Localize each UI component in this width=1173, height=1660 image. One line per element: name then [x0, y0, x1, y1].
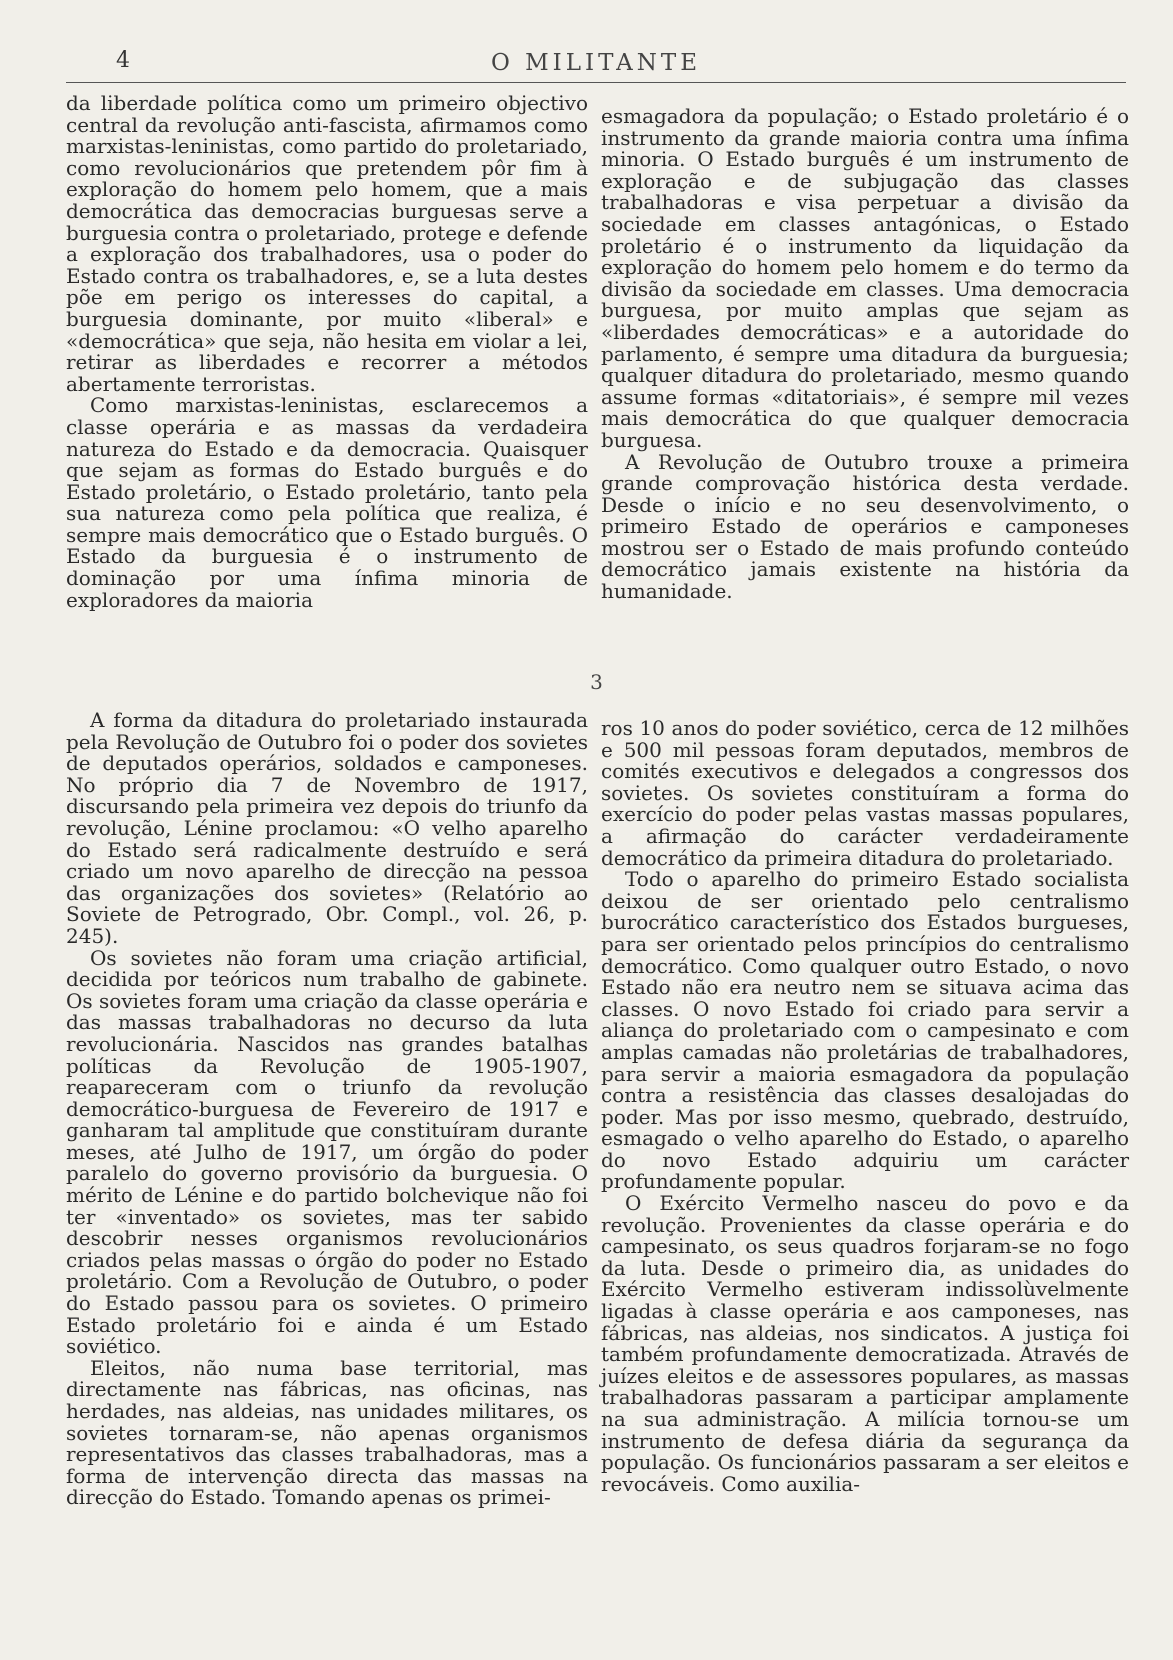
paragraph: ros 10 anos do poder soviético, cerca de 12 milhões e 500 mil pessoas foram deputados, membros de comités executivos e delegados a congressos dos sovietes. Os sovietes constituíram a forma do exercício do poder pelas vastas massas populares, a afirmação do carácter verdadeiramente democrático da primeira ditadura do proletariado.: [601, 716, 1129, 870]
text-column-upper-left: [66, 93, 588, 611]
section-number: 3: [590, 670, 603, 694]
paragraph: Eleitos, não numa base territorial, mas directamente nas fábricas, nas oficinas, nas herdades, nas aldeias, nas unidades militares, os sovietes tornaram-se, não apenas organismos representativos das classes trabalhadoras, mas a forma de intervenção directa das massas na direcção do Estado. Tomando apenas os primei-: [66, 1355, 588, 1510]
text-column-upper-right: [601, 106, 1129, 603]
paragraph: Como marxistas-leninistas, esclarecemos a classe operária e as massas da verdadeira natureza do Estado e da democracia. Quaisquer que sejam as formas do Estado burguês e do Estado proletário, o Estado proletário, tanto pela sua natureza como pela política que realiza, é sempre mais democrático que o Estado burguês. O Estado da burguesia é o instrumento de dominação por uma ínfima minoria de exploradores da maioria: [66, 393, 588, 612]
text-column-lower-right: [601, 718, 1129, 1495]
page-number: 4: [116, 48, 130, 73]
paragraph: esmagadora da população; o Estado proletário é o instrumento da grande maioria contra uma ínfima minoria. O Estado burguês é um instrumento de exploração e de subjugação das classes trabalhadoras e visa perpetuar a divisão da sociedade em classes antagónicas, o Estado proletário é o instrumento da liquidação da exploração do homem pelo homem e do termo da divisão da sociedade em classes. Uma democracia burguesa, por muito amplas que sejam as «liberdades democráticas» e a autoridade do parlamento, é sempre uma ditadura da burguesia; qualquer ditadura do proletariado, mesmo quando assume formas «ditatoriais», é sempre mil vezes mais democrática do que qualquer democracia burguesa.: [601, 104, 1129, 452]
paragraph: Os sovietes não foram uma criação artificial, decidida por teóricos num trabalho de gabinete. Os sovietes foram uma criação da classe operária e das massas trabalhadoras no decurso da luta revolucionária. Nascidos nas grandes batalhas políticas da Revolução de 1905-1907, reapareceram com o triunfo da revolução democrático-burguesa de Fevereiro de 1917 e ganharam tal amplitude que constituíram durante meses, até Julho de 1917, um órgão do poder paralelo do governo provisório da burguesia. O mérito de Lénine e do partido bolchevique não foi ter «inventado» os sovietes, mas ter sabido descobrir nesses organismos revolucionários criados pelas massas o órgão do poder no Estado proletário. Com a Revolução de Outubro, o poder do Estado passou para os sovietes. O primeiro Estado proletário foi e ainda é um Estado soviético.: [66, 945, 588, 1359]
publication-title: O MILITANTE: [490, 50, 702, 76]
paragraph: A Revolução de Outubro trouxe a primeira grande comprovação histórica desta verdade. Desde o início e no seu desenvolvimento, o primeiro Estado de operários e camponeses mostrou ser o Estado de mais profundo conteúdo democrático jamais existente na história da humanidade.: [601, 449, 1129, 604]
page-header: [66, 44, 1126, 82]
header-rule: [66, 82, 1126, 83]
paragraph: Todo o aparelho do primeiro Estado socialista deixou de ser orientado pelo centralismo burocrático característico dos Estados burgueses, para ser orientado pelos princípios do centralismo democrático. Como qualquer outro Estado, o novo Estado não era neutro nem se situava acima das classes. O novo Estado foi criado para servir a aliança do proletariado com o campesinato e com amplas camadas não proletárias de trabalhadores, para servir a maioria esmagadora da população contra a resistência das classes desalojadas do poder. Mas por isso mesmo, quebrado, destruído, esmagado o velho aparelho do Estado, o aparelho do novo Estado adquiriu um carácter profundamente popular.: [601, 867, 1129, 1194]
paragraph: da liberdade política como um primeiro objectivo central da revolução anti-fascista, afirmamos como marxistas-leninistas, como partido do proletariado, como revolucionários que pretendem pôr fim à exploração do homem pelo homem, que a mais democrática das democracias burguesas serve a burguesia contra o proletariado, protege e defende a exploração dos trabalhadores, usa o poder do Estado contra os trabalhadores, e, se a luta destes põe em perigo os interesses do capital, a burguesia dominante, por muito «liberal» e «democrática» que seja, não hesita em violar a lei, retirar as liberdades e recorrer a métodos abertamente terroristas.: [66, 91, 588, 396]
paragraph: A forma da ditadura do proletariado instaurada pela Revolução de Outubro foi o poder dos sovietes de deputados operários, soldados e camponeses. No próprio dia 7 de Novembro de 1917, discursando pela primeira vez depois do triunfo da revolução, Lénine proclamou: «O velho aparelho do Estado será radicalmente destruído e será criado um novo aparelho de direcção na pessoa das organizações dos sovietes» (Relatório ao Soviete de Petrogrado, Obr. Compl., vol. 26, p. 245).: [66, 708, 588, 948]
text-column-lower-left: [66, 710, 588, 1509]
paragraph: O Exército Vermelho nasceu do povo e da revolução. Provenientes da classe operária e do campesinato, os seus quadros forjaram-se no fogo da luta. Desde o primeiro dia, as unidades do Exército Vermelho estiveram indissolùvelmente ligadas à classe operária e aos camponeses, nas fábricas, nas aldeias, nos sindicatos. A justiça foi também profundamente democratizada. Através de juízes eleitos e de assessores populares, as massas trabalhadoras passaram a participar amplamente na sua administração. A milícia tornou-se um instrumento de defesa diária da segurança da população. Os funcionários passaram a ser eleitos e revocáveis. Como auxilia-: [601, 1191, 1129, 1496]
